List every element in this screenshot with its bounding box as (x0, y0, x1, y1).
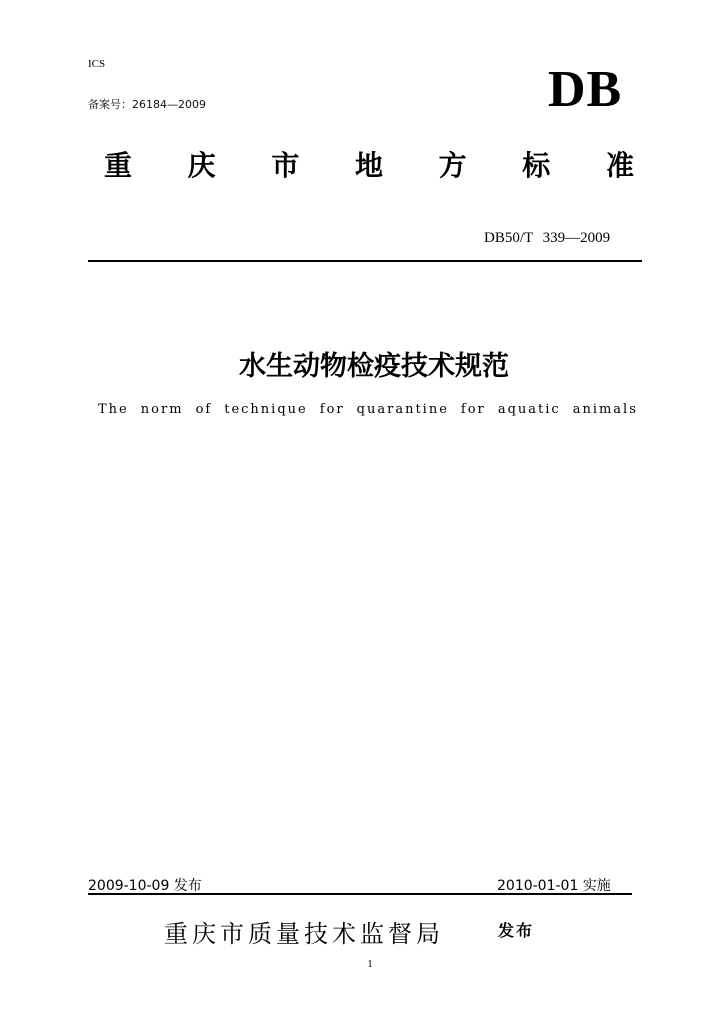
subtitle-word: aquatic (497, 402, 561, 417)
implement-date: 2010-01-01 实施 (497, 878, 611, 894)
standard-code: DB50/T 339—2009 (484, 230, 611, 246)
page-number: 1 (367, 958, 373, 970)
ics-label: ICS (88, 58, 106, 70)
subtitle-word: technique (224, 402, 308, 417)
subtitle-word: animals (572, 402, 638, 417)
standard-title-char: 地 (354, 149, 383, 182)
subtitle-word: The (98, 402, 129, 417)
standard-title-char: 准 (605, 149, 634, 182)
standard-title-char: 市 (271, 149, 300, 182)
footer-divider (88, 893, 632, 895)
standard-title-char: 方 (438, 149, 467, 182)
standard-title-char: 重 (104, 149, 133, 182)
subtitle-word: for (460, 402, 486, 417)
header-divider (88, 260, 642, 262)
subtitle-word: norm (140, 402, 184, 417)
subtitle-word: of (195, 402, 213, 417)
record-number: 备案号：26184—2009 (88, 98, 206, 111)
subtitle-word: for (319, 402, 345, 417)
document-title: 水生动物检疫技术规范 (239, 351, 509, 382)
document-subtitle (98, 402, 638, 417)
standard-title-char: 标 (522, 149, 551, 182)
publish-date: 2009-10-09 发布 (88, 878, 202, 894)
issuing-authority: 重庆市质量技术监督局 (164, 920, 444, 948)
issued-label: 发布 (498, 921, 535, 940)
standard-title (104, 146, 634, 186)
standard-title-char: 庆 (187, 149, 216, 182)
subtitle-word: quarantine (356, 402, 449, 417)
db-logo: DB (548, 61, 623, 118)
